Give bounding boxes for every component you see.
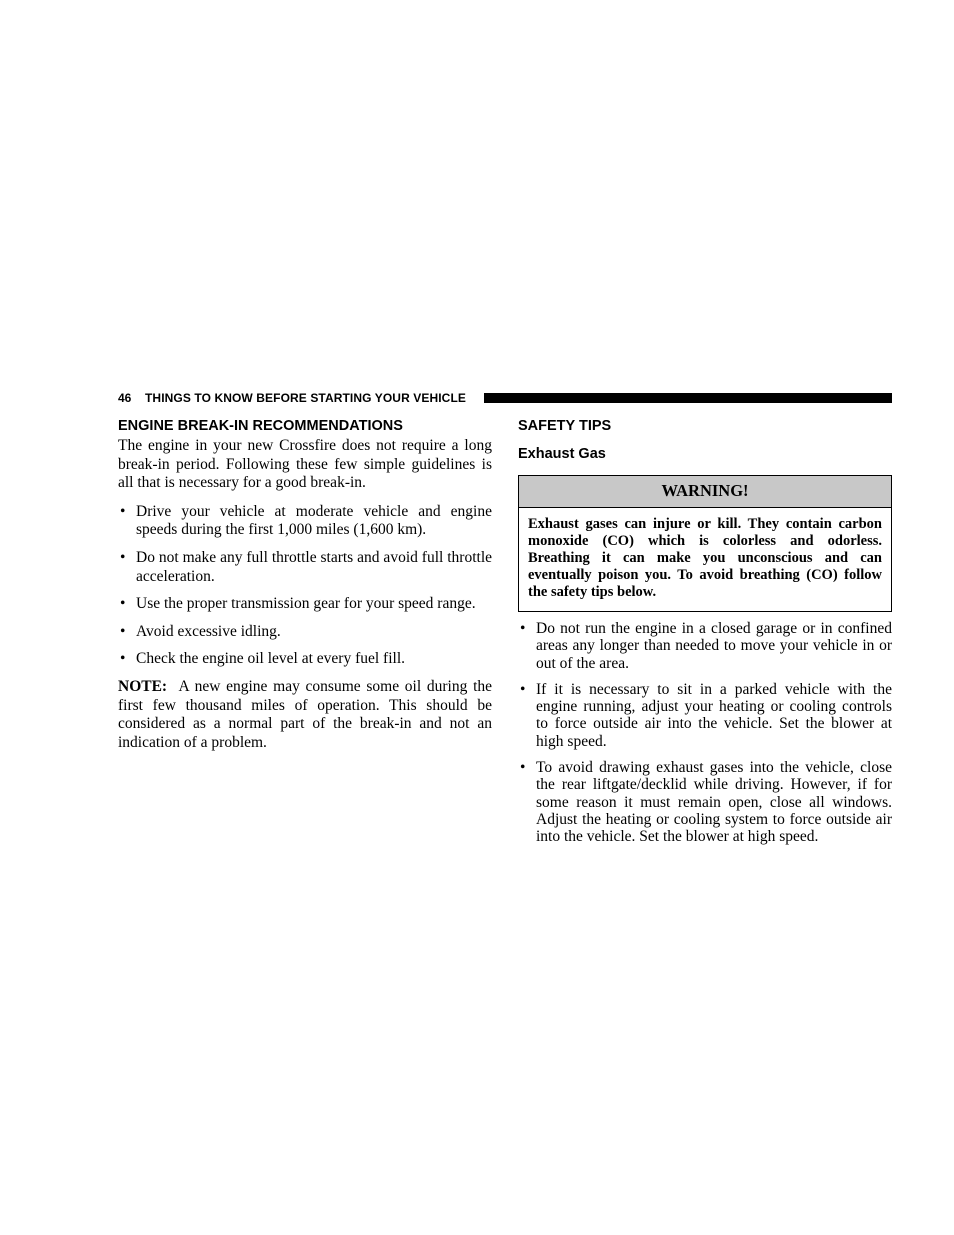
engine-break-in-heading: ENGINE BREAK-IN RECOMMENDATIONS (118, 418, 403, 434)
left-column (118, 417, 492, 752)
list-item: • Do not make any full throttle starts and avoid full throttle acceleration. (120, 548, 492, 585)
warning-title: WARNING! (519, 476, 891, 508)
exhaust-tips-list (518, 620, 892, 846)
bullet-icon: • (120, 650, 126, 668)
safety-tips-heading: SAFETY TIPS (518, 418, 612, 434)
note-label: NOTE: (118, 677, 168, 695)
note-paragraph (118, 678, 492, 752)
warning-box (518, 475, 892, 612)
bullet-icon: • (520, 620, 526, 637)
list-item: • If it is necessary to sit in a parked vehicle with the engine running, adjust your heating or cooling controls to force outside air into the vehicle. Set the blower at high speed. (520, 680, 892, 750)
list-item: • To avoid drawing exhaust gases into the vehicle, close the rear liftgate/decklid while driving. However, if for some reason it must remain open, close all windows. Adjust the heating or cooling system to force outside air into the vehicle. Set the blower at high speed. (520, 759, 892, 846)
list-item: • Do not run the engine in a closed garage or in confined areas any longer than needed to move your vehicle in or out of the area. (520, 620, 892, 672)
bullet-icon: • (520, 759, 526, 777)
page-number: 46 (118, 391, 132, 405)
page-header (118, 389, 892, 405)
list-item: • Drive your vehicle at moderate vehicle and engine speeds during the first 1,000 miles (1,600 km). (120, 502, 492, 539)
exhaust-gas-subheading: Exhaust Gas (518, 446, 606, 462)
right-column (518, 417, 892, 855)
break-in-list (118, 503, 492, 669)
bullet-icon: • (120, 622, 126, 640)
note-text: A new engine may consume some oil during the first few thousand miles of operation. This should be considered as a normal part of the break-in and not an indication of a problem. (118, 677, 493, 751)
intro-paragraph: The engine in your new Crossfire does not require a long break-in period. Following these few simple guidelines is all that is necessary for a good break-in. (118, 437, 492, 492)
warning-text: Exhaust gases can injure or kill. They contain carbon monoxide (CO) which is colorless and odorless. Breathing it can make you unconscious and can eventually poison you. To avoid breathing (CO) follow the safety tips below. (528, 516, 882, 600)
section-title: THINGS TO KNOW BEFORE STARTING YOUR VEHICLE (145, 391, 466, 405)
list-item: • Avoid excessive idling. (120, 622, 281, 640)
bullet-icon: • (520, 680, 526, 698)
bullet-icon: • (120, 502, 126, 520)
list-item: • Use the proper transmission gear for your speed range. (120, 595, 476, 613)
header-bar (484, 393, 892, 403)
bullet-icon: • (120, 595, 126, 613)
list-item: • Check the engine oil level at every fuel fill. (120, 650, 405, 668)
bullet-icon: • (120, 548, 126, 566)
